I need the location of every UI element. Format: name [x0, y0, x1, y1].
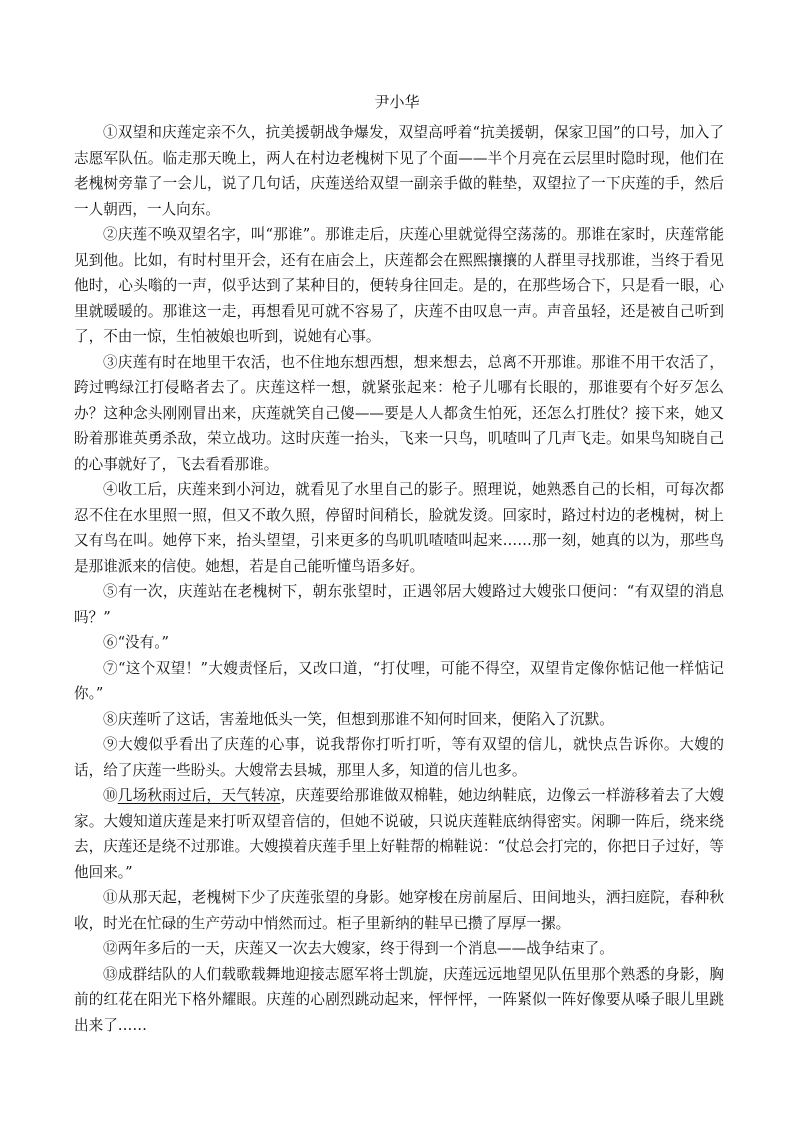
paragraph-6: ⑥“没有。”	[103, 634, 169, 651]
paragraph-4: ④收工后，庆莲来到小河边，就看见了水里自己的影子。照理说，她熟悉自己的长相，可每次都忍不住在水里照一照，但又不敢久照，停留时间稍长，脸就发烫。回家时，路过村边的老槐树，树上又有鸟在叫。她停下来，抬头望望，引来更多的鸟叽叽喳喳叫起来……那一刻，她真的以为，那些鸟是那谁派来的信使。她想，若是自己能听懂鸟语多好。	[74, 481, 724, 575]
author-heading: 尹小华	[374, 93, 420, 111]
paragraph-10-text: ，庆莲要给那谁做双棉鞋，她边纳鞋底，边像云一样游移着去了大嫂家。大嫂知道庆莲是来打听双望音信的，但她不说破，只说庆莲鞋底纳得密实。闲聊一阵后，绕来绕去，庆莲还是绕不过那谁。大嫂摸着庆莲手里上好鞋帮的棉鞋说：“仗总会打完的，你把日子过好，等他回来。”	[74, 787, 724, 881]
story-body	[74, 120, 724, 1038]
paragraph-12: ⑫两年多后的一天，庆莲又一次去大嫂家，终于得到一个消息——战争结束了。	[103, 940, 614, 957]
paragraph-13: ⑬成群结队的人们载歌载舞地迎接志愿军将士凯旋，庆莲远远地望见队伍里那个熟悉的身影，胸前的红花在阳光下格外耀眼。庆莲的心剧烈跳动起来，怦怦怦，一阵紧似一阵好像要从嗓子眼儿里跳出来了……	[74, 965, 724, 1034]
underlined-phrase: 几场秋雨过后，天气转凉	[117, 787, 281, 804]
paragraph-1: ①双望和庆莲定亲不久，抗美援朝战争爆发，双望高呼着“抗美援朝，保家卫国”的口号，加入了志愿军队伍。临走那天晚上，两人在村边老槐树下见了个面——半个月亮在云层里时隐时现，他们在老槐树旁靠了一会儿，说了几句话，庆莲送给双望一副亲手做的鞋垫，双望拉了一下庆莲的手，然后一人朝西，一人向东。	[74, 124, 724, 218]
paragraph-3: ③庆莲有时在地里干农活，也不住地东想西想，想来想去，总离不开那谁。那谁不用干农活了，跨过鸭绿江打侵略者去了。庆莲这样一想，就紧张起来：枪子儿哪有长眼的，那谁要有个好歹怎么办？这种念头刚刚冒出来，庆莲就笑自己傻——要是人人都贪生怕死，还怎么打胜仗？接下来，她又盼着那谁英勇杀敌，荣立战功。这时庆莲一抬头，飞来一只鸟，叽喳叫了几声飞走。如果鸟知晓自己的心事就好了，飞去看看那谁。	[74, 353, 724, 473]
paragraph-8: ⑧庆莲听了这话，害羞地低头一笑，但想到那谁不知何时回来，便陷入了沉默。	[103, 710, 614, 728]
paragraph-10: ⑩几场秋雨过后，天气转凉，庆莲要给那谁做双棉鞋，她边纳鞋底，边像云一样游移着去了大嫂家。大嫂知道庆莲是来打听双望音信的，但她不说破，只说庆莲鞋底纳得密实。闲聊一阵后，绕来绕去，庆莲还是绕不过那谁。大嫂摸着庆莲手里上好鞋帮的棉鞋说：“仗总会打完的，你把日子过好，等他回来。”	[74, 787, 724, 881]
paragraph-7: ⑦“这个双望！”大嫂责怪后，又改口道，“打仗哩，可能不得空，双望肯定像你惦记他一样惦记你。”	[74, 659, 724, 702]
paragraph-5: ⑤有一次，庆莲站在老槐树下，朝东张望时，正遇邻居大嫂路过大嫂张口便问：“有双望的消息吗？”	[74, 583, 724, 626]
paragraph-9: ⑨大嫂似乎看出了庆莲的心事，说我帮你打听打听，等有双望的信儿，就快点告诉你。大嫂的话，给了庆莲一些盼头。大嫂常去县城，那里人多，知道的信儿也多。	[74, 736, 724, 779]
paragraph-11: ⑪从那天起，老槐树下少了庆莲张望的身影。她穿梭在房前屋后、田间地头，洒扫庭院，春种秋收，时光在忙碌的生产劳动中悄然而过。柜子里新纳的鞋早已攒了厚厚一摞。	[74, 889, 724, 932]
paragraph-2: ②庆莲不唤双望名字，叫“那谁”。那谁走后，庆莲心里就觉得空荡荡的。那谁在家时，庆莲常能见到他。比如，有时村里开会，还有在庙会上，庆莲都会在熙熙攘攘的人群里寻找那谁，当终于看见他时，心头嗡的一声，似乎达到了某种目的，便转身往回走。是的，在那些场合下，只是看一眼，心里就暖暖的。那谁这一走，再想看见可就不容易了，庆莲不由叹息一声。声音虽轻，还是被自己听到了，不由一惊，生怕被娘也听到，说她有心事。	[74, 226, 724, 345]
